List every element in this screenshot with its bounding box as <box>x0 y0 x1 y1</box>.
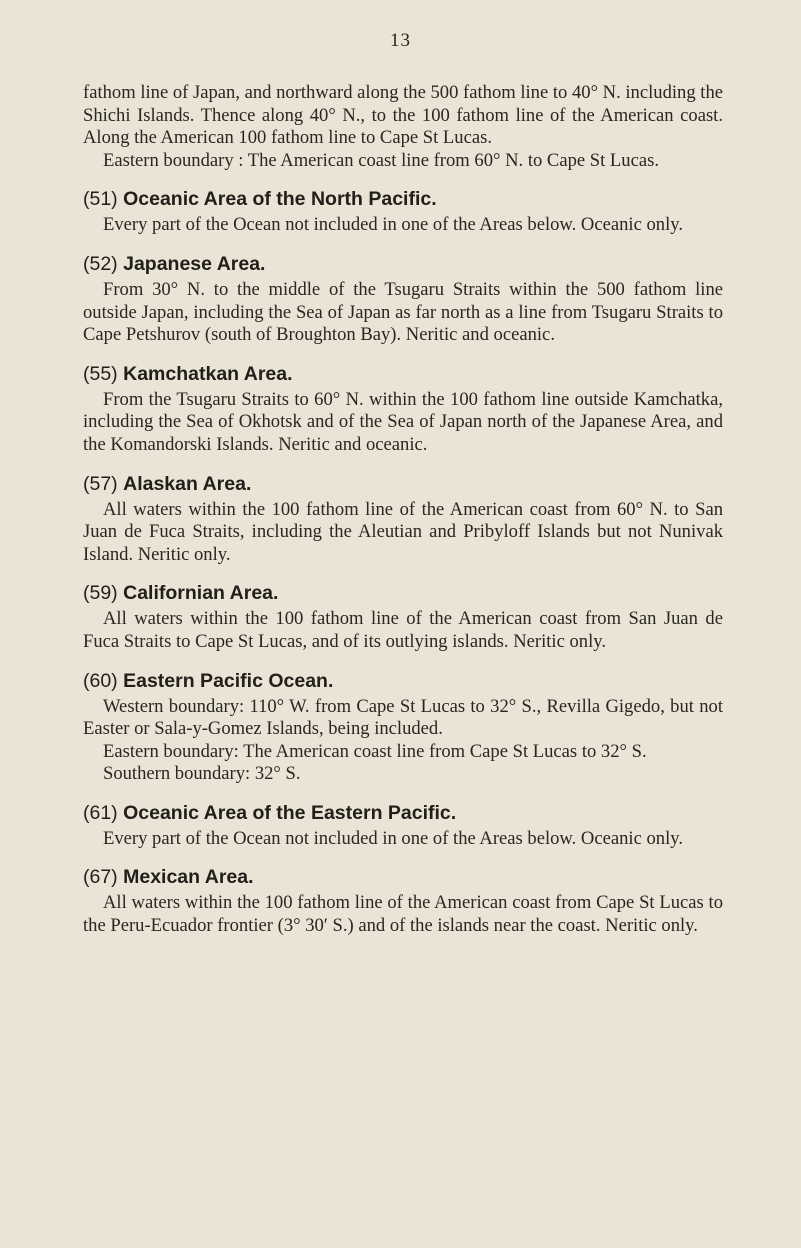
section-heading <box>83 580 723 606</box>
section-paragraph: Every part of the Ocean not included in one of the Areas below. Oceanic only. <box>103 827 683 849</box>
section-67 <box>83 864 723 937</box>
section-title: Japanese Area. <box>123 252 266 275</box>
section-title: Californian Area. <box>123 582 279 605</box>
section-heading <box>83 864 723 890</box>
section-paragraph: All waters within the 100 fathom line of the American coast from San Juan de Fuca Straits to Cape St Lucas, and of its outlying islands. Neritic only. <box>83 608 723 652</box>
intro-paragraph: Eastern boundary : The American coast line from 60° N. to Cape St Lucas. <box>103 149 659 171</box>
section-heading <box>83 668 723 694</box>
section-title: Eastern Pacific Ocean. <box>123 669 334 692</box>
section-number: (60) <box>83 669 118 692</box>
section-heading <box>83 251 723 277</box>
section-paragraph: Southern boundary: 32° S. <box>103 763 301 785</box>
section-heading <box>83 186 723 212</box>
section-paragraph: Every part of the Ocean not included in one of the Areas below. Oceanic only. <box>103 214 683 236</box>
section-61 <box>83 800 723 851</box>
page-body <box>83 82 723 938</box>
section-title: Oceanic Area of the North Pacific. <box>123 188 437 211</box>
section-title: Oceanic Area of the Eastern Pacific. <box>123 801 457 824</box>
intro-block <box>83 82 723 172</box>
section-heading <box>83 361 723 387</box>
section-number: (52) <box>83 252 118 275</box>
section-heading <box>83 471 723 497</box>
section-title: Mexican Area. <box>123 866 254 889</box>
section-paragraph: Western boundary: 110° W. from Cape St Lucas to 32° S., Revilla Gigedo, but not Easter or Sala-y-Gomez Islands, being included. <box>83 695 723 740</box>
section-title: Kamchatkan Area. <box>123 362 293 385</box>
section-paragraph: All waters within the 100 fathom line of the American coast from Cape St Lucas to the Peru-Ecuador frontier (3° 30′ S.) and of the islands near the coast. Neritic only. <box>83 892 723 937</box>
section-paragraph: From 30° N. to the middle of the Tsugaru Straits within the 500 fathom line outside Japan, including the Sea of Japan as far north as a line from Tsugaru Straits to Cape Petshurov (south of Broughton Bay). Neritic and oceanic. <box>83 278 723 346</box>
section-number: (51) <box>83 188 118 211</box>
section-number: (67) <box>83 866 118 889</box>
page-number: 13 <box>390 30 411 51</box>
section-59 <box>83 580 723 653</box>
section-heading <box>83 800 723 826</box>
section-number: (61) <box>83 801 118 824</box>
section-number: (55) <box>83 362 118 385</box>
section-51 <box>83 186 723 237</box>
section-number: (57) <box>83 472 118 495</box>
section-paragraph: All waters within the 100 fathom line of the American coast from 60° N. to San Juan de Fuca Straits, including the Aleutian and Pribyloff Islands but not Nunivak Island. Neritic only. <box>83 498 723 565</box>
section-55 <box>83 361 723 457</box>
section-paragraph: From the Tsugaru Straits to 60° N. within the 100 fathom line outside Kamchatka, including the Sea of Okhotsk and of the Sea of Japan north of the Japanese Area, and the Komandorski Islands. Neritic and oceanic. <box>83 388 723 455</box>
section-title: Alaskan Area. <box>123 472 252 495</box>
section-paragraph: Eastern boundary: The American coast line from Cape St Lucas to 32° S. <box>103 740 647 762</box>
section-52 <box>83 251 723 347</box>
section-number: (59) <box>83 582 118 605</box>
intro-paragraph: fathom line of Japan, and northward along the 500 fathom line to 40° N. including the Shichi Islands. Thence along 40° N., to the 100 fathom line of the American coast. Along the American 100 fathom line to Cape St Lucas. <box>83 82 723 149</box>
section-60 <box>83 668 723 786</box>
section-57 <box>83 471 723 567</box>
